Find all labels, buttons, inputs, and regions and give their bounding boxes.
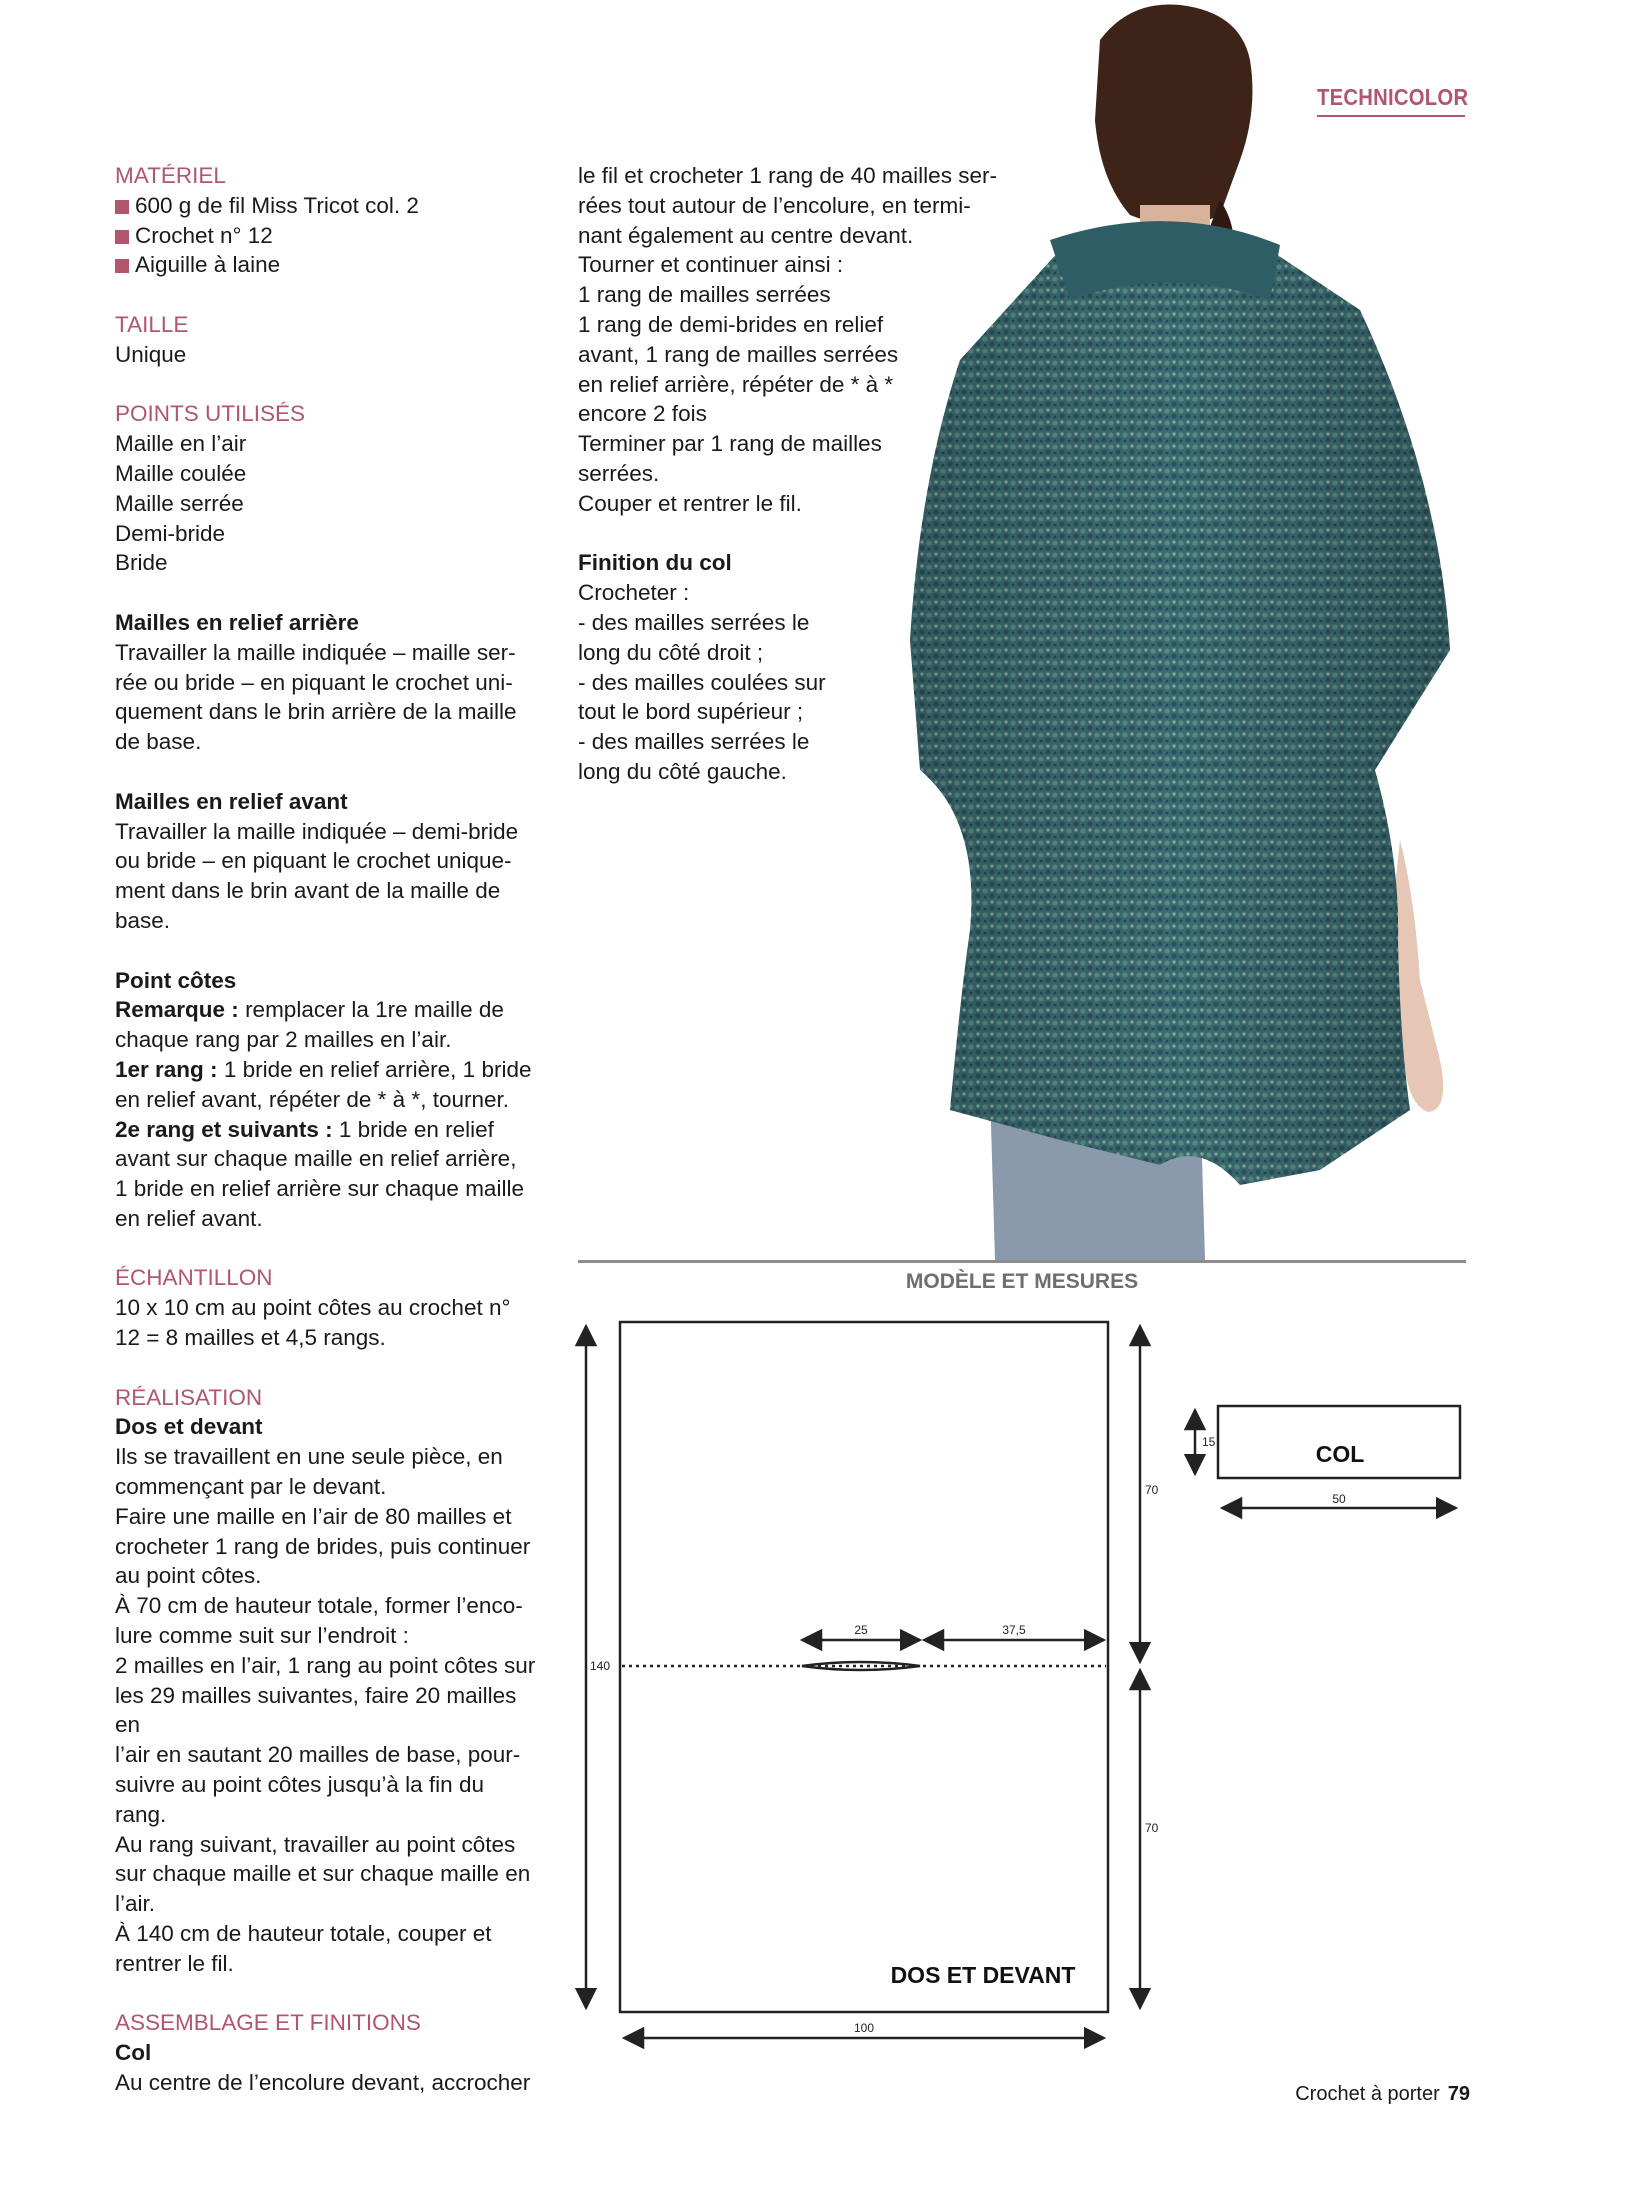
- text-line: Tourner et continuer ainsi :: [578, 252, 844, 278]
- text-line: Ils se travaillent en une seule pièce, en: [115, 1444, 503, 1470]
- text-line: au point côtes.: [115, 1563, 262, 1589]
- main-label: DOS ET DEVANT: [890, 1962, 1076, 1988]
- text-line: - des mailles serrées le: [578, 609, 810, 635]
- text-line: long du côté gauche.: [578, 758, 787, 784]
- text-line: commençant par le devant.: [115, 1474, 387, 1500]
- text-line: rée ou bride – en piquant le crochet uni-: [115, 669, 513, 695]
- text-line: À 140 cm de hauteur totale, couper et: [115, 1921, 492, 1947]
- schema-title: MODÈLE ET MESURES: [905, 1270, 1139, 1293]
- assemblage-subtitle: Col: [115, 2040, 152, 2066]
- text-line: 10 x 10 cm au point côtes au crochet n°: [115, 1295, 511, 1321]
- text-line: 2e rang et suivants : 1 bride en relief: [115, 1116, 494, 1142]
- text-line: ou bride – en piquant le crochet unique-: [115, 848, 512, 874]
- col-label: COL: [1315, 1441, 1365, 1467]
- text-line: 1 rang de demi-brides en relief: [578, 311, 884, 337]
- text-line: Crocheter :: [578, 580, 690, 606]
- bullet-square-icon: [115, 259, 129, 273]
- text-line: rentrer le fil.: [115, 1950, 234, 1976]
- section-tag: TECHNICOLOR: [1317, 84, 1469, 110]
- bullet-square-icon: [115, 230, 129, 244]
- heading-assemblage: ASSEMBLAGE ET FINITIONS: [115, 2010, 421, 2036]
- schema-diagram: [570, 1300, 1470, 2060]
- list-item: Maille serrée: [115, 490, 244, 516]
- left-column: [115, 161, 540, 2098]
- point-cotes-title: Point côtes: [115, 967, 237, 993]
- text-line: nant également au centre devant.: [578, 222, 914, 248]
- text-line: encore 2 fois: [578, 401, 707, 427]
- text-line: lure comme suit sur l’endroit :: [115, 1623, 409, 1649]
- finition-title: Finition du col: [578, 550, 732, 576]
- text-line: sur chaque maille et sur chaque maille en: [115, 1861, 531, 1887]
- text-line: en relief avant, répéter de * à *, tourner.: [115, 1086, 509, 1112]
- text-line: long du côté droit ;: [578, 639, 764, 665]
- heading-echantillon: ÉCHANTILLON: [115, 1265, 273, 1291]
- page-footer: [1295, 2083, 1470, 2106]
- text-line: l’air en sautant 20 mailles de base, pour-: [115, 1742, 521, 1768]
- middle-column: [578, 161, 1003, 787]
- text-line: en relief avant.: [115, 1205, 263, 1231]
- text-line: de base.: [115, 729, 202, 755]
- text-line: 1er rang : 1 bride en relief arrière, 1 bride: [115, 1056, 532, 1082]
- text-line: tout le bord supérieur ;: [578, 699, 804, 725]
- list-item: Aiguille à laine: [115, 250, 540, 280]
- text-line: l’air.: [115, 1891, 156, 1917]
- text-line: Faire une maille en l’air de 80 mailles et: [115, 1503, 512, 1529]
- heading-materiel: MATÉRIEL: [115, 163, 226, 188]
- text-line: avant sur chaque maille en relief arrière,: [115, 1146, 517, 1172]
- text-line: À 70 cm de hauteur totale, former l’enco-: [115, 1593, 523, 1619]
- text-line: le fil et crocheter 1 rang de 40 mailles ser-: [578, 163, 997, 188]
- text-line: Travailler la maille indiquée – demi-bride: [115, 818, 519, 844]
- bullet-square-icon: [115, 200, 129, 214]
- heading-realisation: RÉALISATION: [115, 1384, 263, 1410]
- text-line: Terminer par 1 rang de mailles: [578, 431, 882, 457]
- text-line: quement dans le brin arrière de la maille: [115, 699, 517, 725]
- text-line: Travailler la maille indiquée – maille ser-: [115, 639, 516, 665]
- text-line: suivre au point côtes jusqu’à la fin du rang.: [115, 1772, 484, 1827]
- text-line: 2 mailles en l’air, 1 rang au point côtes sur: [115, 1652, 536, 1678]
- list-item: Bride: [115, 550, 168, 576]
- page-number: 79: [1447, 2083, 1470, 2105]
- text-line: en relief arrière, répéter de * à *: [578, 371, 894, 397]
- text-line: Remarque : remplacer la 1re maille de: [115, 997, 504, 1023]
- text-line: les 29 mailles suivantes, faire 20 mailles en: [115, 1682, 517, 1738]
- relief-avant-title: Mailles en relief avant: [115, 788, 348, 814]
- text-line: Couper et rentrer le fil.: [578, 490, 802, 516]
- list-item: Demi-bride: [115, 520, 226, 546]
- text-line: 12 = 8 mailles et 4,5 rangs.: [115, 1325, 386, 1351]
- dim-col-height: 15: [1202, 1435, 1216, 1449]
- relief-arriere-title: Mailles en relief arrière: [115, 609, 359, 635]
- magazine-name: Crochet à porter: [1295, 2083, 1440, 2105]
- text-line: serrées.: [578, 460, 660, 486]
- text-line: 1 rang de mailles serrées: [578, 282, 831, 308]
- text-line: ment dans le brin avant de la maille de: [115, 878, 501, 904]
- text-line: avant, 1 rang de mailles serrées: [578, 341, 899, 367]
- text-line: base.: [115, 907, 171, 933]
- text-line: - des mailles coulées sur: [578, 669, 826, 695]
- text-line: Au rang suivant, travailler au point côtes: [115, 1831, 516, 1857]
- text-line: Au centre de l’encolure devant, accrocher: [115, 2070, 531, 2095]
- list-item: Maille en l’air: [115, 431, 247, 457]
- text-line: rées tout autour de l’encolure, en termi-: [578, 192, 971, 218]
- dim-shoulder: 37,5: [1002, 1623, 1026, 1637]
- dim-neck: 25: [854, 1623, 868, 1637]
- list-item: 600 g de fil Miss Tricot col. 2: [115, 191, 540, 221]
- text-line: chaque rang par 2 mailles en l’air.: [115, 1027, 452, 1053]
- dim-lower-half: 70: [1145, 1821, 1159, 1835]
- text-line: crocheter 1 rang de brides, puis continuer: [115, 1533, 531, 1559]
- realisation-subtitle: Dos et devant: [115, 1414, 263, 1440]
- dim-main-height: 140: [590, 1659, 611, 1673]
- dim-upper-half: 70: [1145, 1483, 1159, 1497]
- list-item: Crochet n° 12: [115, 221, 540, 251]
- list-item: Maille coulée: [115, 460, 247, 486]
- dim-main-width: 100: [853, 2021, 875, 2035]
- heading-taille: TAILLE: [115, 311, 189, 337]
- hair: [1095, 4, 1252, 225]
- text-line: - des mailles serrées le: [578, 729, 810, 755]
- taille-value: Unique: [115, 341, 187, 367]
- schema-top-rule: [578, 1260, 1466, 1263]
- text-line: 1 bride en relief arrière sur chaque maille: [115, 1176, 524, 1202]
- heading-points: POINTS UTILISÉS: [115, 401, 306, 427]
- dim-col-width: 50: [1332, 1492, 1346, 1506]
